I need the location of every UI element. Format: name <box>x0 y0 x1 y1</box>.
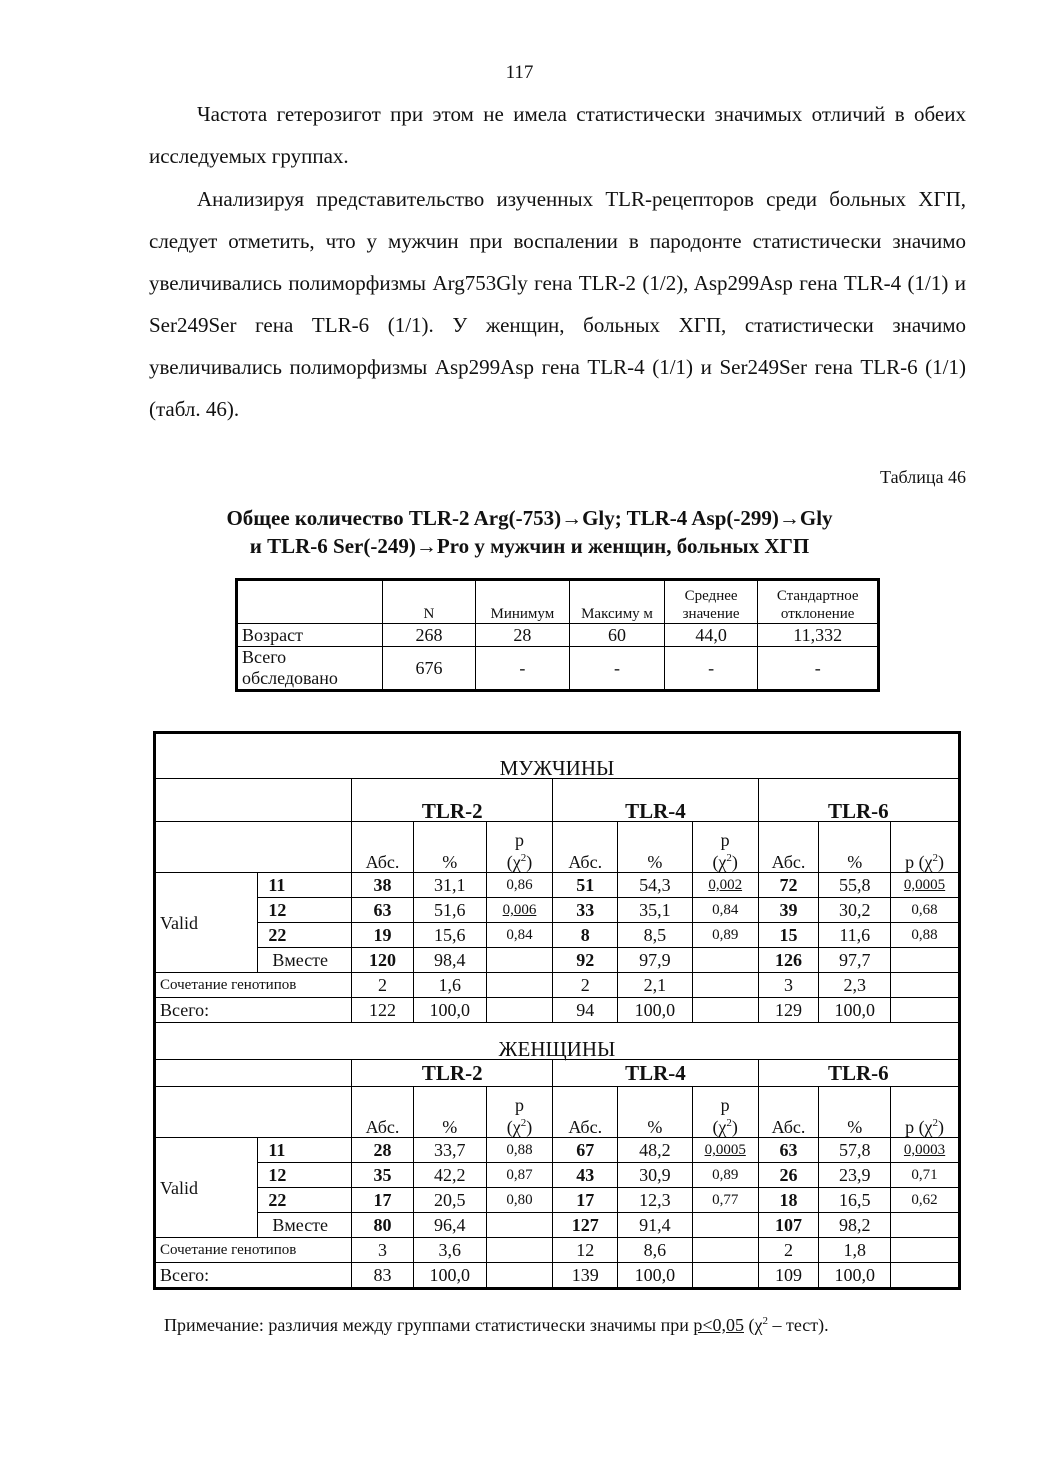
pct-value: 42,2 <box>413 1163 486 1188</box>
empty-cell <box>155 1087 352 1138</box>
abs-value: 2 <box>553 973 618 998</box>
stats-cell: - <box>758 647 879 691</box>
pct-value: 97,7 <box>819 948 891 973</box>
pct-value: 96,4 <box>413 1213 486 1238</box>
group-tlr-6: TLR-6 <box>758 1060 959 1087</box>
p-chi-header <box>712 1096 737 1136</box>
stats-cell: 28 <box>475 624 570 647</box>
p-chi-header <box>507 1096 532 1136</box>
chi-close: ) <box>938 1117 945 1137</box>
stats-cell: 268 <box>383 624 475 647</box>
paragraph-2-text: Анализируя представительство изученных TLR-рецепторов среди больных ХГП, следует отметить, что у мужчин при воспалении в пародонте статистически значимо увеличивались полиморфизмы Arg753Gly гена TLR-2 (1/2), Asp299Asp гена TLR-4 (1/1) и Ser249Ser гена TLR-6 (1/1). У женщин, больных ХГП, статистически значимо увеличивались полиморфизмы Asp299Asp гена TLR-4 (1/1) и Ser249Ser гена TLR-6 (1/1) (табл. 46). <box>149 187 966 421</box>
stats-cell: - <box>570 647 665 691</box>
abs-value: 43 <box>553 1163 618 1188</box>
p-chi-header <box>712 831 737 871</box>
total-label: Всего: <box>155 1263 352 1289</box>
col-pct: % <box>618 822 693 873</box>
stats-cell: 60 <box>570 624 665 647</box>
data-row <box>155 1188 960 1213</box>
abs-value: 18 <box>758 1188 819 1213</box>
abs-value: 35 <box>352 1163 414 1188</box>
empty-cell <box>692 1263 758 1289</box>
p-value: 0,88 <box>891 923 960 948</box>
abs-value: 94 <box>553 998 618 1023</box>
abs-value: 129 <box>758 998 819 1023</box>
stats-cell: 44,0 <box>664 624 758 647</box>
col-abs: Абс. <box>758 1087 819 1138</box>
col-pct: % <box>413 822 486 873</box>
col-abs: Абс. <box>758 822 819 873</box>
abs-value: 3 <box>352 1238 414 1263</box>
pct-value: 23,9 <box>819 1163 891 1188</box>
p-value: 0,86 <box>486 873 553 898</box>
column-header-row <box>155 822 960 873</box>
p-label: p <box>514 1095 524 1115</box>
table-title-line-1: Общее количество TLR-2 Arg(-753)→Gly; TLR-4 Asp(-299)→Gly <box>226 506 833 530</box>
data-row <box>155 1163 960 1188</box>
chi-sup: 2 <box>932 852 939 864</box>
empty-cell <box>155 1060 352 1087</box>
page-number: 117 <box>505 62 534 83</box>
pct-value: 97,9 <box>618 948 693 973</box>
col-p <box>486 822 553 873</box>
data-row <box>155 873 960 898</box>
p-value <box>891 1213 960 1238</box>
p-value: 0,84 <box>486 923 553 948</box>
total-row <box>155 998 960 1023</box>
abs-value: 63 <box>758 1138 819 1163</box>
col-pct: % <box>819 1087 891 1138</box>
pct-value: 55,8 <box>819 873 891 898</box>
p-label: p <box>514 830 524 850</box>
col-p <box>891 1087 960 1138</box>
empty-cell <box>692 973 758 998</box>
col-pct: % <box>819 822 891 873</box>
note-prefix: Примечание: различия между группами статистически значимы при <box>164 1315 694 1335</box>
p-value: 0,68 <box>891 898 960 923</box>
paragraph-2 <box>149 178 966 430</box>
abs-value: 67 <box>553 1138 618 1163</box>
p-value: 0,84 <box>692 898 758 923</box>
abs-value: 26 <box>758 1163 819 1188</box>
paragraph-1-text: Частота гетерозигот при этом не имела статистически значимых отличий в обеих исследуемых группах. <box>149 102 966 168</box>
col-p <box>891 822 960 873</box>
abs-value: 139 <box>553 1263 618 1289</box>
p-value: 0,80 <box>486 1188 553 1213</box>
abs-value: 109 <box>758 1263 819 1289</box>
chi-label: (χ <box>506 1117 521 1137</box>
pct-value: 100,0 <box>413 1263 486 1289</box>
combination-label: Сочетание генотипов <box>155 973 352 998</box>
genotype-label: 12 <box>258 898 352 923</box>
valid-label: Valid <box>155 1138 258 1238</box>
stats-table <box>235 578 880 692</box>
abs-value: 15 <box>758 923 819 948</box>
pct-value: 100,0 <box>819 998 891 1023</box>
p-value: 0,002 <box>692 873 758 898</box>
group-tlr-4: TLR-4 <box>553 779 758 822</box>
column-header-row <box>155 1087 960 1138</box>
pct-value: 1,8 <box>819 1238 891 1263</box>
data-row <box>155 923 960 948</box>
abs-value: 51 <box>553 873 618 898</box>
women-title-row <box>155 1023 960 1060</box>
pct-value: 8,5 <box>618 923 693 948</box>
group-tlr-4: TLR-4 <box>553 1060 758 1087</box>
stats-cell: - <box>664 647 758 691</box>
pct-value: 51,6 <box>413 898 486 923</box>
abs-value: 3 <box>758 973 819 998</box>
total-row <box>155 1263 960 1289</box>
chi-label: (χ <box>712 1117 727 1137</box>
pct-value: 20,5 <box>413 1188 486 1213</box>
p-value: 0,87 <box>486 1163 553 1188</box>
men-title-row <box>155 733 960 779</box>
women-section-title: ЖЕНЩИНЫ <box>155 1023 960 1060</box>
col-p <box>486 1087 553 1138</box>
p6-label: p (χ <box>905 852 933 872</box>
empty-cell <box>486 1263 553 1289</box>
chi-label: (χ <box>712 852 727 872</box>
pct-value: 48,2 <box>618 1138 693 1163</box>
combination-row <box>155 1238 960 1263</box>
stats-row-total <box>237 647 879 691</box>
paragraph-1 <box>149 93 966 177</box>
total-label: Всего: <box>155 998 352 1023</box>
note-sup: 2 <box>762 1315 768 1327</box>
table-label: Таблица 46 <box>880 467 966 487</box>
empty-cell <box>692 1238 758 1263</box>
empty-cell <box>486 998 553 1023</box>
chi-close: ) <box>526 852 533 872</box>
valid-label: Valid <box>155 873 258 973</box>
chi-close: ) <box>731 852 738 872</box>
pct-value: 100,0 <box>618 1263 693 1289</box>
chi-sup: 2 <box>520 852 527 864</box>
p-value: 0,0005 <box>891 873 960 898</box>
empty-cell <box>891 1238 960 1263</box>
pct-value: 100,0 <box>413 998 486 1023</box>
pct-value: 16,5 <box>819 1188 891 1213</box>
stats-header-max: Максиму м <box>570 580 665 624</box>
abs-value: 8 <box>553 923 618 948</box>
group-tlr-2: TLR-2 <box>352 1060 553 1087</box>
chi-close: ) <box>938 852 945 872</box>
genotype-label: 11 <box>258 1138 352 1163</box>
pct-value: 100,0 <box>819 1263 891 1289</box>
empty-cell <box>486 973 553 998</box>
pct-value: 54,3 <box>618 873 693 898</box>
stats-cell: - <box>475 647 570 691</box>
empty-cell <box>891 973 960 998</box>
pct-value: 2,3 <box>819 973 891 998</box>
abs-value: 63 <box>352 898 414 923</box>
abs-value: 120 <box>352 948 414 973</box>
group-header-row <box>155 779 960 822</box>
p-value: 0,62 <box>891 1188 960 1213</box>
empty-cell <box>486 1238 553 1263</box>
p-value: 0,0005 <box>692 1138 758 1163</box>
pct-value: 57,8 <box>819 1138 891 1163</box>
empty-cell <box>155 779 352 822</box>
stats-header-n: N <box>383 580 475 624</box>
col-abs: Абс. <box>352 1087 414 1138</box>
note-p-value: p<0,05 <box>693 1315 744 1335</box>
stats-cell: Всего обследовано <box>237 647 383 691</box>
abs-value: 38 <box>352 873 414 898</box>
p-value <box>486 1213 553 1238</box>
chi-close: ) <box>731 1117 738 1137</box>
p-value: 0,88 <box>486 1138 553 1163</box>
combination-label: Сочетание генотипов <box>155 1238 352 1263</box>
p-value: 0,89 <box>692 923 758 948</box>
data-row <box>155 898 960 923</box>
abs-value: 33 <box>553 898 618 923</box>
men-section-title: МУЖЧИНЫ <box>155 733 960 779</box>
abs-value: 127 <box>553 1213 618 1238</box>
pct-value: 100,0 <box>618 998 693 1023</box>
empty-cell <box>155 822 352 873</box>
p6-label: p (χ <box>905 1117 933 1137</box>
note-chi: (χ <box>744 1315 763 1335</box>
pct-value: 3,6 <box>413 1238 486 1263</box>
stats-header-row <box>237 580 879 624</box>
abs-value: 17 <box>553 1188 618 1213</box>
abs-value: 28 <box>352 1138 414 1163</box>
p-value <box>891 948 960 973</box>
col-pct: % <box>618 1087 693 1138</box>
chi-label: (χ <box>506 852 521 872</box>
col-p <box>692 822 758 873</box>
empty-cell <box>891 998 960 1023</box>
abs-value: 17 <box>352 1188 414 1213</box>
abs-value: 80 <box>352 1213 414 1238</box>
chi-close: ) <box>526 1117 533 1137</box>
p-value: 0,0003 <box>891 1138 960 1163</box>
pct-value: 2,1 <box>618 973 693 998</box>
pct-value: 15,6 <box>413 923 486 948</box>
stats-cell: 676 <box>383 647 475 691</box>
combination-row <box>155 973 960 998</box>
stats-header-empty <box>237 580 383 624</box>
pct-value: 30,2 <box>819 898 891 923</box>
genotype-table <box>153 731 961 1290</box>
pct-value: 11,6 <box>819 923 891 948</box>
data-row <box>155 1213 960 1238</box>
col-abs: Абс. <box>553 822 618 873</box>
p-value: 0,89 <box>692 1163 758 1188</box>
abs-value: 126 <box>758 948 819 973</box>
genotype-label: Вместе <box>258 948 352 973</box>
group-tlr-6: TLR-6 <box>758 779 959 822</box>
abs-value: 2 <box>758 1238 819 1263</box>
table-note <box>164 1315 829 1336</box>
abs-value: 19 <box>352 923 414 948</box>
stats-row-age <box>237 624 879 647</box>
p-value: 0,77 <box>692 1188 758 1213</box>
abs-value: 2 <box>352 973 414 998</box>
genotype-label: Вместе <box>258 1213 352 1238</box>
abs-value: 122 <box>352 998 414 1023</box>
empty-cell <box>891 1263 960 1289</box>
group-header-row <box>155 1060 960 1087</box>
stats-cell: 11,332 <box>758 624 879 647</box>
stats-header-sd: Стандартное отклонение <box>758 580 879 624</box>
stats-cell: Возраст <box>237 624 383 647</box>
data-row <box>155 948 960 973</box>
genotype-label: 12 <box>258 1163 352 1188</box>
chi-sup: 2 <box>726 1117 732 1129</box>
abs-value: 92 <box>553 948 618 973</box>
genotype-label: 22 <box>258 923 352 948</box>
note-suffix: – тест). <box>767 1315 829 1335</box>
p-value: 0,71 <box>891 1163 960 1188</box>
col-abs: Абс. <box>352 822 414 873</box>
chi-sup: 2 <box>932 1117 939 1129</box>
p-chi-header <box>507 831 532 871</box>
pct-value: 91,4 <box>618 1213 693 1238</box>
table-title <box>0 504 1039 560</box>
genotype-label: 22 <box>258 1188 352 1213</box>
p-label: p <box>720 830 730 850</box>
genotype-label: 11 <box>258 873 352 898</box>
p-value <box>692 1213 758 1238</box>
pct-value: 35,1 <box>618 898 693 923</box>
pct-value: 1,6 <box>413 973 486 998</box>
chi-sup: 2 <box>726 852 732 864</box>
abs-value: 72 <box>758 873 819 898</box>
pct-value: 33,7 <box>413 1138 486 1163</box>
chi-sup: 2 <box>520 1117 527 1129</box>
empty-cell <box>692 998 758 1023</box>
stats-header-mean: Среднее значение <box>664 580 758 624</box>
pct-value: 30,9 <box>618 1163 693 1188</box>
abs-value: 107 <box>758 1213 819 1238</box>
p-value: 0,006 <box>486 898 553 923</box>
stats-header-min: Минимум <box>475 580 570 624</box>
p-value <box>692 948 758 973</box>
col-pct: % <box>413 1087 486 1138</box>
p-value <box>486 948 553 973</box>
col-abs: Абс. <box>553 1087 618 1138</box>
pct-value: 98,4 <box>413 948 486 973</box>
col-p <box>692 1087 758 1138</box>
abs-value: 83 <box>352 1263 414 1289</box>
abs-value: 12 <box>553 1238 618 1263</box>
pct-value: 8,6 <box>618 1238 693 1263</box>
pct-value: 12,3 <box>618 1188 693 1213</box>
abs-value: 39 <box>758 898 819 923</box>
table-title-line-2: и TLR-6 Ser(-249)→Pro у мужчин и женщин, больных ХГП <box>249 534 810 558</box>
p-label: p <box>720 1095 730 1115</box>
group-tlr-2: TLR-2 <box>352 779 553 822</box>
data-row <box>155 1138 960 1163</box>
pct-value: 98,2 <box>819 1213 891 1238</box>
pct-value: 31,1 <box>413 873 486 898</box>
